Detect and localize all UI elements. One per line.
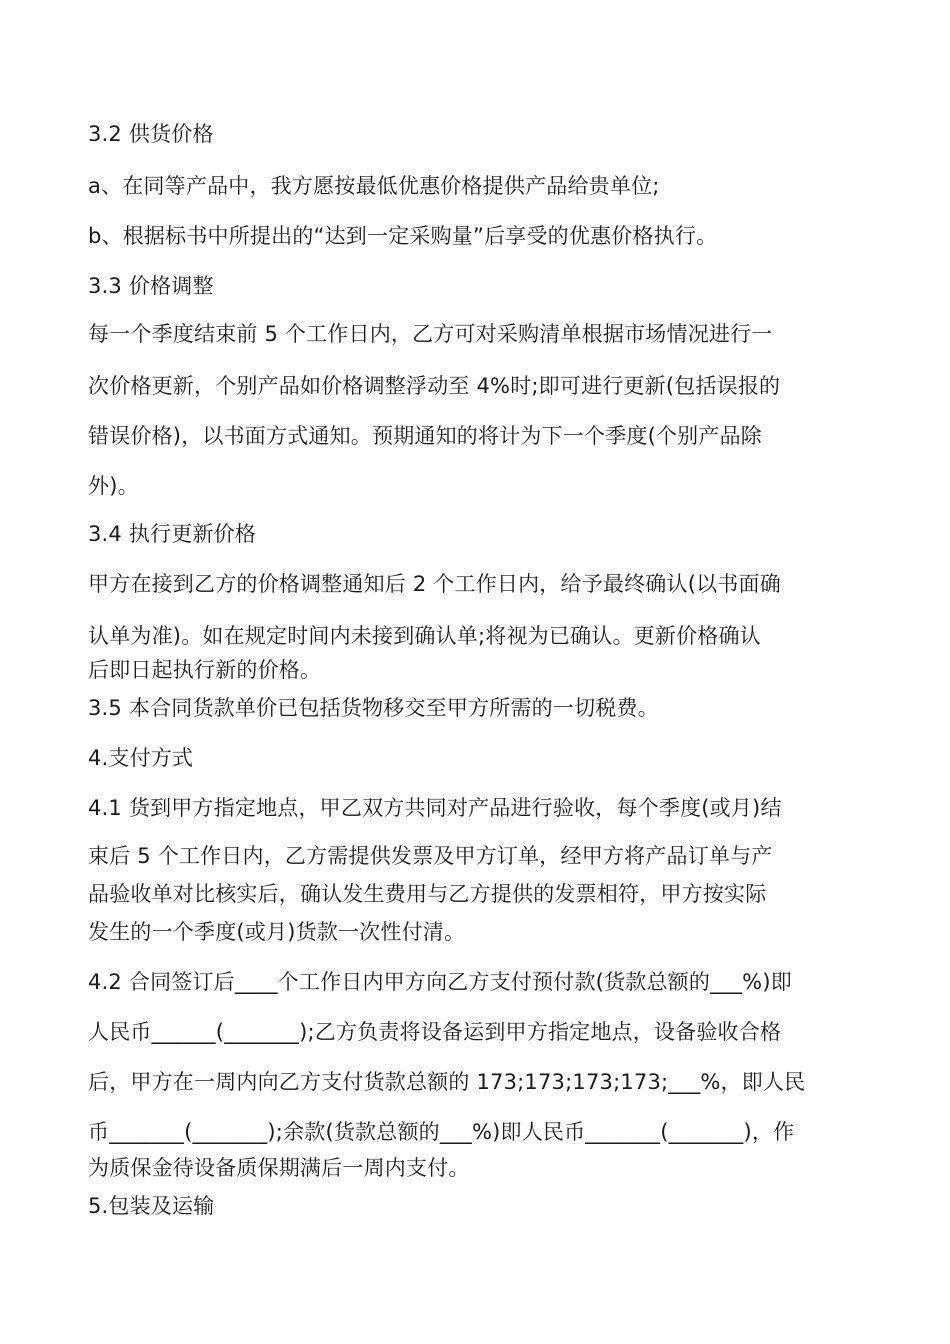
section-heading-3-2: 3.2 供货价格 — [88, 122, 214, 146]
paragraph-line: b、根据标书中所提出的“达到一定采购量”后享受的优惠价格执行。 — [88, 224, 718, 248]
paragraph-line: 品验收单对比核实后，确认发生费用与乙方提供的发票相符，甲方按实际 — [88, 882, 767, 906]
paragraph-line: 认单为准)。如在规定时间内未接到确认单;将视为已确认。更新价格确认 — [88, 624, 761, 648]
paragraph-line: 后，甲方在一周内向乙方支付货款总额的 173;173;173;173;___%，即人民 — [88, 1070, 806, 1094]
paragraph-line: 后即日起执行新的价格。 — [88, 658, 322, 682]
paragraph-line: 次价格更新，个别产品如价格调整浮动至 4%时;即可进行更新(包括误报的 — [88, 374, 781, 398]
paragraph-line: 每一个季度结束前 5 个工作日内，乙方可对采购清单根据市场情况进行一 — [88, 322, 773, 346]
section-heading-3-3: 3.3 价格调整 — [88, 274, 214, 298]
section-3-5: 3.5 本合同货款单价已包括货物移交至甲方所需的一切税费。 — [88, 696, 659, 720]
paragraph-line: 4.1 货到甲方指定地点，甲乙双方共同对产品进行验收，每个季度(或月)结 — [88, 796, 782, 820]
paragraph-line: 为质保金待设备质保期满后一周内支付。 — [88, 1156, 470, 1180]
paragraph-line: 甲方在接到乙方的价格调整通知后 2 个工作日内，给予最终确认(以书面确 — [88, 572, 781, 596]
section-heading-3-4: 3.4 执行更新价格 — [88, 522, 257, 546]
paragraph-line: 人民币______(_______);乙方负责将设备运到甲方指定地点，设备验收合格 — [88, 1020, 782, 1044]
section-heading-5: 5.包装及运输 — [88, 1194, 215, 1218]
paragraph-line: 币_______(_______);余款(货款总额的___%)即人民币_______(_______)，作 — [88, 1120, 795, 1144]
section-heading-4: 4.支付方式 — [88, 746, 194, 770]
paragraph-line: 错误价格)，以书面方式通知。预期通知的将计为下一个季度(个别产品除 — [88, 424, 762, 448]
paragraph-line: 发生的一个季度(或月)货款一次性付清。 — [88, 920, 466, 944]
paragraph-line: 束后 5 个工作日内，乙方需提供发票及甲方订单，经甲方将产品订单与产 — [88, 844, 773, 868]
paragraph-line: 外)。 — [88, 474, 139, 498]
paragraph-line: 4.2 合同签订后____个工作日内甲方向乙方支付预付款(货款总额的___%)即 — [88, 970, 792, 994]
paragraph-line: a、在同等产品中，我方愿按最低优惠价格提供产品给贵单位; — [88, 174, 660, 198]
